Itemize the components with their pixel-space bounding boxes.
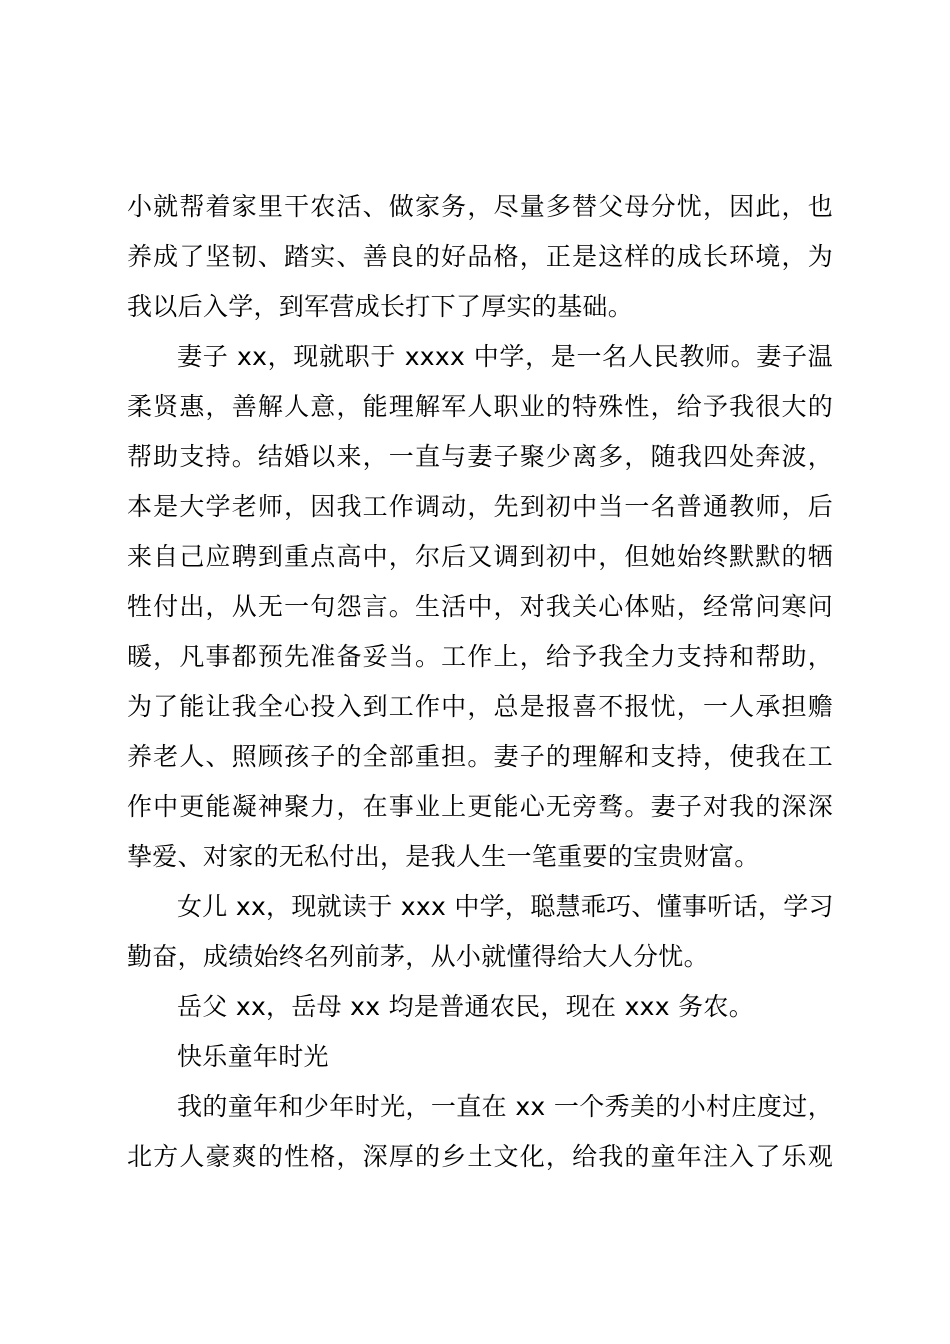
text-line: 柔贤惠，善解人意，能理解军人职业的特殊性，给予我很大的	[127, 392, 833, 421]
paragraph-start-line: 女儿 xx，现就读于 xxx 中学，聪慧乖巧、懂事听话，学习	[177, 892, 834, 921]
text-line: 为了能让我全心投入到工作中，总是报喜不报忧，一人承担赡	[127, 692, 833, 721]
section-heading: 快乐童年时光	[177, 1042, 329, 1071]
paragraph-start-line: 妻子 xx，现就职于 xxxx 中学，是一名人民教师。妻子温	[177, 342, 833, 371]
text-line: 挚爱、对家的无私付出，是我人生一笔重要的宝贵财富。	[127, 842, 760, 871]
text-line: 我以后入学，到军营成长打下了厚实的基础。	[127, 292, 634, 321]
text-line: 来自己应聘到重点高中，尔后又调到初中，但她始终默默的牺	[127, 542, 833, 571]
text-line: 养成了坚韧、踏实、善良的好品格，正是这样的成长环境，为	[127, 242, 833, 271]
text-line: 小就帮着家里干农活、做家务，尽量多替父母分忧，因此，也	[127, 192, 833, 221]
paragraph-start-line: 岳父 xx，岳母 xx 均是普通农民，现在 xxx 务农。	[177, 992, 754, 1021]
paragraph-start-line: 我的童年和少年时光，一直在 xx 一个秀美的小村庄度过，	[177, 1092, 833, 1121]
text-line: 作中更能凝神聚力，在事业上更能心无旁骛。妻子对我的深深	[127, 792, 833, 821]
text-line: 牲付出，从无一句怨言。生活中，对我关心体贴，经常问寒问	[127, 592, 833, 621]
text-line: 帮助支持。结婚以来，一直与妻子聚少离多，随我四处奔波，	[127, 442, 833, 471]
text-line: 暖，凡事都预先准备妥当。工作上，给予我全力支持和帮助，	[127, 642, 833, 671]
text-line: 本是大学老师，因我工作调动，先到初中当一名普通教师，后	[127, 492, 833, 521]
text-line: 北方人豪爽的性格，深厚的乡土文化，给我的童年注入了乐观	[127, 1142, 833, 1171]
text-line: 勤奋，成绩始终名列前茅，从小就懂得给大人分忧。	[127, 942, 709, 971]
text-line: 养老人、照顾孩子的全部重担。妻子的理解和支持，使我在工	[127, 742, 833, 771]
